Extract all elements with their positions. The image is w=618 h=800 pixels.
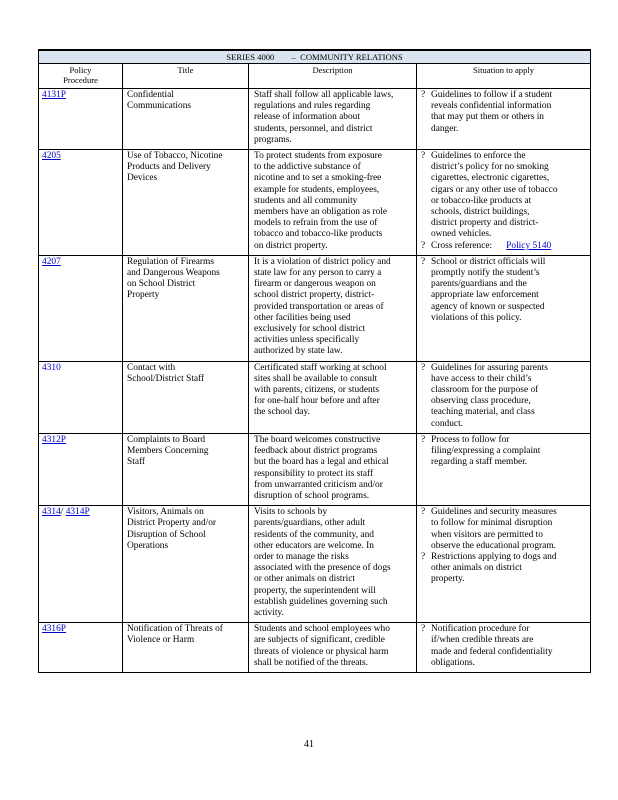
policy-number-cell xyxy=(39,255,123,361)
policy-title: Confidential Communications xyxy=(123,89,249,150)
policy-number-cell xyxy=(39,150,123,256)
situation-item xyxy=(421,507,586,552)
policy-link[interactable]: 4207 xyxy=(42,256,61,267)
policy-title: Use of Tobacco, Nicotine Products and Delivery Devices xyxy=(123,150,249,256)
situation-cell xyxy=(417,506,591,623)
policy-row xyxy=(39,361,591,433)
policy-number-separator: / xyxy=(60,507,66,518)
policy-link[interactable]: 4131P xyxy=(42,90,66,100)
situation-item xyxy=(421,435,586,469)
cross-reference-link[interactable]: Policy 5140 xyxy=(506,240,552,251)
policy-link[interactable]: 4312P xyxy=(42,434,66,445)
policy-description: To protect students from exposure to the addictive substance of nicotine and to set a smoking-free example for students, employees, students and all community members have an obligation as role models to refrain from the use of tobacco and tobacco-like products on district property. xyxy=(249,150,417,256)
situation-cell xyxy=(417,623,591,673)
situation-text: School or district officials will promptly notify the student’s parents/guardians and the appropriate law enforcement agency of known or suspected violations of this policy. xyxy=(431,256,546,323)
series-header: SERIES 4000 – COMMUNITY RELATIONS xyxy=(39,50,591,64)
situation-text: Notification procedure for if/when credible threats are made and federal confidentiality obligations. xyxy=(431,624,553,668)
situation-item xyxy=(421,151,586,241)
policy-row xyxy=(39,150,591,256)
policy-title: Visitors, Animals on District Property and/or Disruption of School Operations xyxy=(123,506,249,623)
column-header-row xyxy=(39,64,591,89)
bullet-icon: ? xyxy=(421,90,426,100)
situation-item xyxy=(421,257,586,324)
situation-cell xyxy=(417,361,591,433)
policy-row xyxy=(39,255,591,361)
policy-row xyxy=(39,89,591,150)
policy-title: Contact with School/District Staff xyxy=(123,361,249,433)
policy-row xyxy=(39,623,591,673)
column-header-policy: Policy Procedure xyxy=(39,64,123,89)
policy-number-cell xyxy=(39,433,123,505)
policy-description: The board welcomes constructive feedback about district programs but the board has a legal and ethical responsibility to protect its staff from unwarranted criticism and/or disruption of school programs. xyxy=(249,433,417,505)
policy-number-cell xyxy=(39,506,123,623)
situation-text: Guidelines and security measures to follow for minimal disruption when visitors are permitted to observe the educational program. xyxy=(431,507,557,551)
situation-item xyxy=(421,552,586,586)
bullet-icon: ? xyxy=(421,624,426,635)
bullet-icon: ? xyxy=(421,434,426,445)
situation-text: Guidelines for assuring parents have access to their child’s classroom for the purpose of observing class procedure, teaching material, and class conduct. xyxy=(431,362,548,429)
bullet-icon: ? xyxy=(421,151,426,162)
bullet-icon: ? xyxy=(421,362,426,373)
situation-cell xyxy=(417,150,591,256)
situation-item xyxy=(421,90,586,135)
policy-link: 4310 xyxy=(42,362,61,373)
policy-title: Complaints to Board Members Concerning Staff xyxy=(123,433,249,505)
situation-cell xyxy=(417,89,591,150)
policy-description: Staff shall follow all applicable laws, regulations and rules regarding release of information about students, personnel, and district programs. xyxy=(249,89,417,150)
situation-cell xyxy=(417,255,591,361)
cross-reference xyxy=(421,241,586,252)
policy-number-cell xyxy=(39,361,123,433)
column-header-situation: Situation to apply xyxy=(417,64,591,89)
policy-link[interactable]: 4316P xyxy=(42,624,66,635)
column-header-title: Title xyxy=(123,64,249,89)
policy-title: Regulation of Firearms and Dangerous Weapons on School District Property xyxy=(123,255,249,361)
policy-description: Visits to schools by parents/guardians, other adult residents of the community, and other educators are welcome. In order to manage the risks associated with the presence of dogs or other animals on district property, the superintendent will establish guidelines governing such activity. xyxy=(249,506,417,623)
series-header-row xyxy=(39,50,591,64)
situation-text: Restrictions applying to dogs and other animals on district property. xyxy=(431,551,557,585)
policy-description: It is a violation of district policy and state law for any person to carry a firearm or dangerous weapon on school district property, district- provided transportation or areas of other facilities being used exclusively for school district activities unless specifically authorized by state law. xyxy=(249,255,417,361)
column-header-description: Description xyxy=(249,64,417,89)
bullet-icon: ? xyxy=(421,507,426,518)
policy-link[interactable]: 4205 xyxy=(42,151,61,162)
policy-description: Students and school employees who are subjects of significant, credible threats of violence or physical harm shall be notified of the threats. xyxy=(249,623,417,673)
situation-cell xyxy=(417,433,591,505)
policy-title: Notification of Threats of Violence or Harm xyxy=(123,623,249,673)
policy-table xyxy=(38,49,591,673)
situation-item xyxy=(421,624,586,669)
policy-number-cell xyxy=(39,89,123,150)
policy-link[interactable]: 4314P xyxy=(65,507,90,518)
situation-text: Guidelines to enforce the district’s policy for no smoking cigarettes, electronic cigarettes, cigars or any other use of tobacco or tobacco-like products at schools, district buildings, district property and district- owned vehicles. xyxy=(431,151,558,240)
situation-text: Process to follow for filing/expressing a complaint regarding a staff member. xyxy=(431,434,541,468)
cross-reference-label: Cross reference: xyxy=(431,240,493,251)
page-number: 41 xyxy=(304,739,314,750)
situation-item xyxy=(421,363,586,430)
policy-row xyxy=(39,433,591,505)
policy-row xyxy=(39,506,591,623)
bullet-icon: ? xyxy=(421,551,426,562)
policy-table-container xyxy=(38,49,590,673)
policy-link[interactable]: 4314 xyxy=(42,507,61,518)
bullet-icon: ? xyxy=(421,256,426,267)
bullet-icon: ? xyxy=(421,240,426,251)
policy-number-cell xyxy=(39,623,123,673)
policy-description: Certificated staff working at school sites shall be available to consult with parents, citizens, or students for one-half hour before and after the school day. xyxy=(249,361,417,433)
situation-text: Guidelines to follow if a student reveals confidential information that may put them or others in danger. xyxy=(431,90,553,134)
